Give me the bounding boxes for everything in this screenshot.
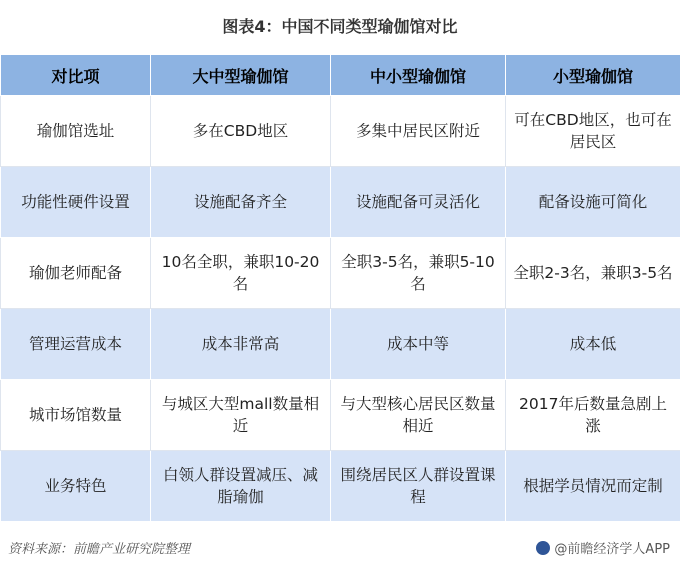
brand-text: @前瞻经济学人APP <box>554 542 670 557</box>
table-row <box>1 96 680 167</box>
table-cell: 与城区大型mall数量相近 <box>151 380 331 451</box>
row-label: 瑜伽老师配备 <box>1 238 151 309</box>
comparison-table <box>0 54 680 522</box>
table-cell: 多集中居民区附近 <box>331 96 506 167</box>
table-cell: 成本中等 <box>331 309 506 380</box>
table-cell: 根据学员情况而定制 <box>506 451 680 522</box>
source-note: 资料来源：前瞻产业研究院整理 <box>8 542 191 557</box>
table-cell: 全职2-3名，兼职3-5名 <box>506 238 680 309</box>
header-cell: 大中型瑜伽馆 <box>151 55 331 96</box>
row-label: 业务特色 <box>1 451 151 522</box>
table-cell: 与大型核心居民区数量相近 <box>331 380 506 451</box>
footer <box>0 538 680 558</box>
table-cell: 10名全职，兼职10-20名 <box>151 238 331 309</box>
brand-credit <box>536 538 670 557</box>
table-cell: 围绕居民区人群设置课程 <box>331 451 506 522</box>
table-cell: 全职3-5名，兼职5-10名 <box>331 238 506 309</box>
table-row <box>1 167 680 238</box>
table-cell: 设施配备齐全 <box>151 167 331 238</box>
header-cell: 小型瑜伽馆 <box>506 55 680 96</box>
row-label: 管理运营成本 <box>1 309 151 380</box>
row-label: 功能性硬件设置 <box>1 167 151 238</box>
table-cell: 可在CBD地区，也可在居民区 <box>506 96 680 167</box>
table-cell: 配备设施可简化 <box>506 167 680 238</box>
brand-logo-icon <box>536 541 550 555</box>
table-cell: 成本非常高 <box>151 309 331 380</box>
table-cell: 成本低 <box>506 309 680 380</box>
table-header-row <box>1 55 680 96</box>
table-row <box>1 309 680 380</box>
header-cell: 中小型瑜伽馆 <box>331 55 506 96</box>
table-row <box>1 451 680 522</box>
row-label: 瑜伽馆选址 <box>1 96 151 167</box>
header-cell: 对比项 <box>1 55 151 96</box>
table-cell: 白领人群设置减压、减脂瑜伽 <box>151 451 331 522</box>
table-cell: 2017年后数量急剧上涨 <box>506 380 680 451</box>
chart-title: 图表4：中国不同类型瑜伽馆对比 <box>222 17 458 36</box>
table-cell: 多在CBD地区 <box>151 96 331 167</box>
table-cell: 设施配备可灵活化 <box>331 167 506 238</box>
table-row <box>1 238 680 309</box>
row-label: 城市场馆数量 <box>1 380 151 451</box>
table-row <box>1 380 680 451</box>
